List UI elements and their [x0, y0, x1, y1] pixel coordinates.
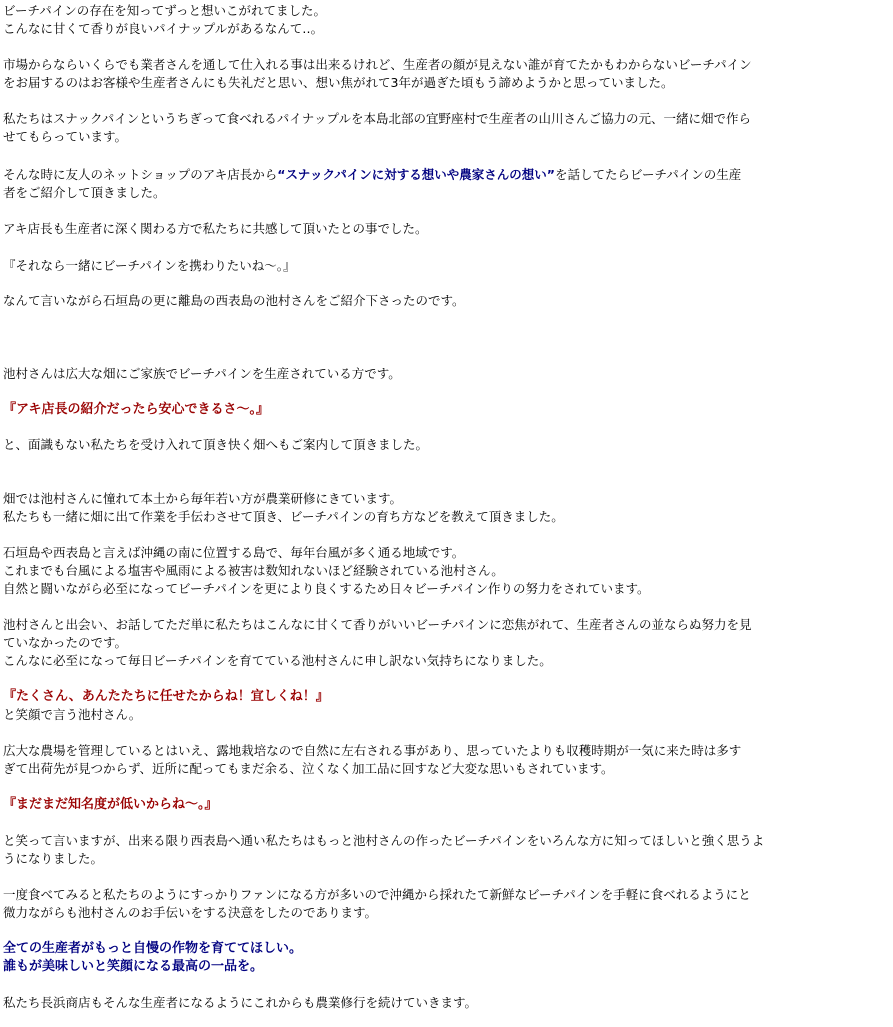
paragraph-line: 微力ながらも池村さんのお手伝いをする決意をしたのであります。: [3, 905, 378, 920]
paragraph-line: 市場からならいくらでも業者さんを通して仕入れる事は出来るけれど、生産者の顔が見えない誰が育てたかもわからないビーチパイン: [3, 57, 752, 72]
paragraph-line: こんなに必至になって毎日ビーチパインを育てている池村さんに申し訳ない気持ちになりました。: [3, 653, 552, 668]
paragraph-line: 池村さんと出会い、お話してただ単に私たちはこんなに甘くて香りがいいビーチパインに恋焦がれて、生産者さんの並ならぬ努力を見: [3, 617, 752, 632]
paragraph-line: せてもらっています。: [3, 129, 128, 144]
paragraph-line: こんなに甘くて香りが良いパイナップルがあるなんて‥。: [3, 21, 324, 36]
text-span: そんな時に友人のネットショップのアキ店長から: [3, 167, 278, 182]
closing-statement: 誰もが美味しいと笑顔になる最高の一品を。: [3, 959, 264, 974]
paragraph-line: これまでも台風による塩害や風雨による被害は数知れないほど経験されている池村さん。: [3, 563, 504, 578]
paragraph-line: なんて言いながら石垣島の更に離島の西表島の池村さんをご紹介下さったのです。: [3, 293, 465, 308]
emphasis-text: “スナックパインに対する想いや農家さんの想い”: [277, 167, 555, 182]
paragraph-line: 者をご紹介して頂きました。: [3, 185, 166, 200]
quote-heading: 『まだまだ知名度が低いからね～。』: [3, 797, 218, 812]
closing-statement: 全ての生産者がもっと自慢の作物を育ててほしい。: [3, 941, 303, 956]
paragraph-line: [3, 166, 741, 184]
paragraph-line: 一度食べてみると私たちのようにすっかりファンになる方が多いので沖縄から採れたて新鮮なビーチパインを手軽に食べれるようにと: [3, 887, 751, 902]
paragraph-line: ビーチパインの存在を知ってずっと想いこがれてました。: [3, 3, 327, 18]
paragraph-line: ていなかったのです。: [3, 635, 128, 650]
paragraph-line: ぎて出荷先が見つからず、近所に配ってもまだ余る、泣くなく加工品に回すなど大変な思いもされています。: [3, 761, 614, 776]
paragraph-line: をお届するのはお客様や生産者さんにも失礼だと思い、想い焦がれて3年が過ぎた頃もう諦めようかと思っていました。: [3, 75, 674, 90]
quote-heading: 『たくさん、あんたたちに任せたからね！宜しくね！』: [3, 689, 329, 704]
paragraph-line: アキ店長も生産者に深く関わる方で私たちに共感して頂いたとの事でした。: [3, 221, 428, 236]
paragraph-line: と笑顔で言う池村さん。: [3, 707, 142, 722]
paragraph-line: 私たちも一緒に畑に出て作業を手伝わさせて頂き、ビーチパインの育ち方などを教えて頂きました。: [3, 509, 564, 524]
quote-heading: 『アキ店長の紹介だったら安心できるさ～。』: [3, 402, 269, 417]
paragraph-line: うになりました。: [3, 851, 104, 866]
paragraph-line: 『それなら一緒にビーチパインを携わりたいね～。』: [3, 258, 296, 273]
paragraph-line: と笑って言いますが、出来る限り西表島へ通い私たちはもっと池村さんの作ったビーチパインをいろんな方に知ってほしいと強く思うよ: [3, 833, 765, 848]
paragraph-line: 私たち長浜商店もそんな生産者になるようにこれからも農業修行を続けていきます。: [3, 995, 478, 1010]
text-span: を話してたらビーチパインの生産: [554, 167, 742, 182]
paragraph-line: 自然と闘いながら必至になってビーチパインを更により良くするため日々ビーチパイン作りの努力をされています。: [3, 581, 650, 596]
paragraph-line: 広大な農場を管理しているとはいえ、露地栽培なので自然に左右される事があり、思っていたよりも収穫時期が一気に来た時は多す: [3, 743, 742, 758]
paragraph-line: 石垣島や西表島と言えば沖縄の南に位置する島で、毎年台風が多く通る地域です。: [3, 545, 465, 560]
paragraph-line: 私たちはスナックパインというちぎって食べれるパイナップルを本島北部の宜野座村で生産者の山川さんご協力の元、一緒に畑で作ら: [3, 111, 752, 126]
paragraph-line: と、面識もない私たちを受け入れて頂き快く畑へもご案内して頂きました。: [3, 437, 429, 452]
paragraph-line: 畑では池村さんに憧れて本土から毎年若い方が農業研修にきています。: [3, 491, 403, 506]
paragraph-line: 池村さんは広大な畑にご家族でビーチパインを生産されている方です。: [3, 366, 401, 381]
